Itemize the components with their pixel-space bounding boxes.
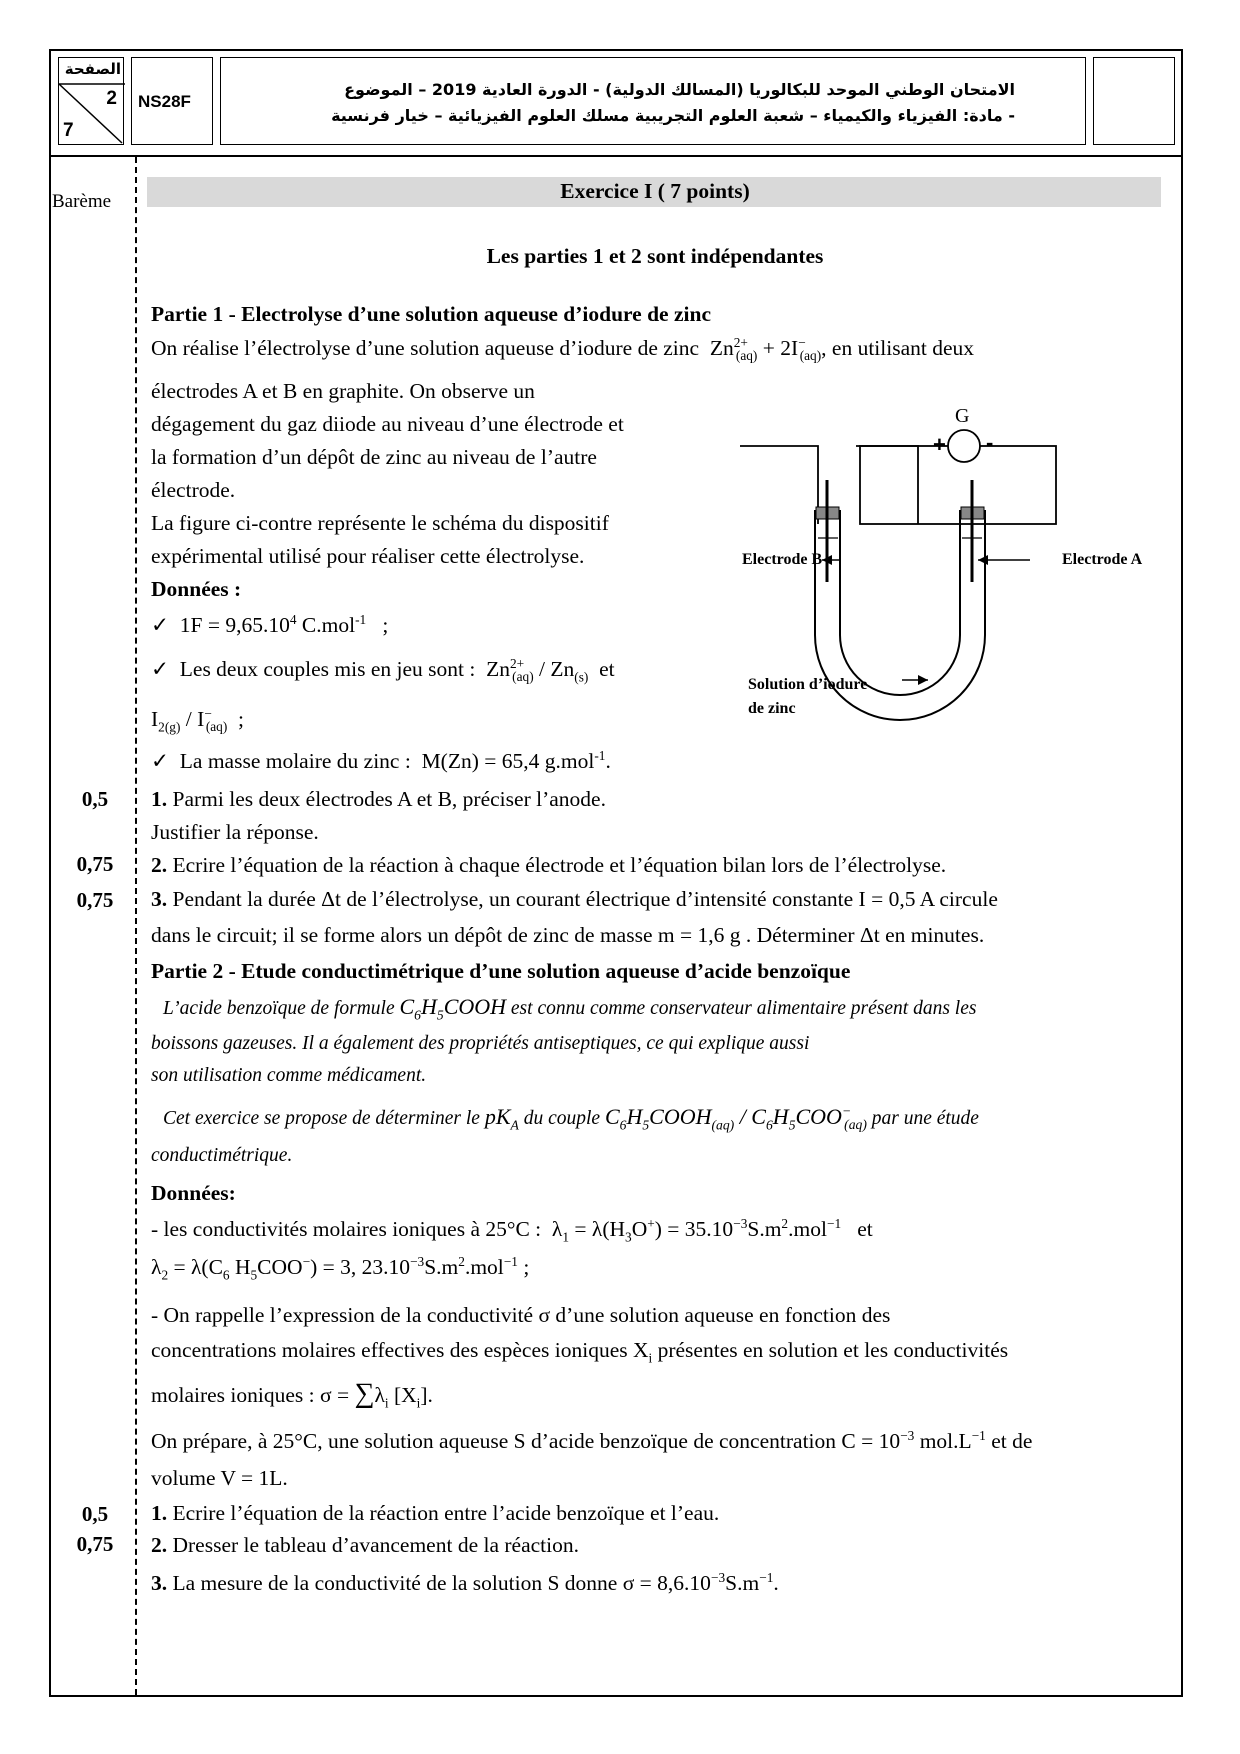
part1-q3-num: 3. — [151, 887, 168, 911]
generator-plus: + — [933, 432, 946, 457]
preparation-1-a: On prépare, à 25°C, une solution aqueuse S d’acide benzoïque de concentration — [151, 1429, 842, 1453]
part2-q2-num: 2. — [151, 1533, 168, 1557]
part1-line5: La figure ci-contre représente le schéma du dispositif — [151, 511, 609, 535]
generator-icon — [948, 430, 980, 462]
part1-intro — [151, 334, 975, 364]
part2-intro4-b: du couple — [518, 1108, 605, 1129]
preparation-2: volume V = 1L. — [151, 1466, 288, 1490]
acid-base-couple: $C_6H_5COOH_{(aq)} / C_6H_5COO^-_{(aq)}$ — [604, 1103, 867, 1133]
check-icon: ✓ — [151, 613, 170, 637]
part1-q1-num: 1. — [151, 787, 168, 811]
title-line2: - مادة: الفيزياء والكيمياء – شعبة العلوم التجريبية مسلك العلوم الفيزيائية – خيار فرنسية — [331, 106, 1015, 125]
part1-line1: électrodes A et B en graphite. On observe un — [151, 379, 535, 403]
electrolysis-figure — [740, 400, 1180, 800]
part1-title: Partie 1 - Electrolyse d’une solution aqueuse d’iodure de zinc — [151, 302, 711, 326]
part2-title: Partie 2 - Etude conductimétrique d’une solution aqueuse d’acide benzoïque — [151, 959, 851, 983]
part1-q3-text-b: circule — [934, 887, 998, 911]
molar-mass-data: ✓ La masse molaire du zinc : M(Zn) = 65,4 g.mol$^{-1}$. — [151, 747, 611, 773]
part1-q1 — [151, 789, 606, 811]
circuit-wire-right — [740, 446, 818, 524]
molar-mass-text: La masse molaire du zinc : — [179, 749, 411, 773]
faraday-value: 1F = 9,65.10 — [179, 613, 290, 637]
part2-q3-value: σ = 8,6.10 — [622, 1571, 711, 1595]
part1-q3-mass: m = 1,6 g — [657, 923, 741, 947]
part1-q3-text-a: Pendant la durée Δt de l’électrolyse, un courant électrique d’intensité constante — [167, 887, 859, 911]
part1-q2-num: 2. — [151, 853, 168, 877]
part1-line3: la formation d’un dépôt de zinc au niveau de l’autre — [151, 445, 597, 469]
recall-1: - On rappelle l’expression de la conductivité σ d’une solution aqueuse en fonction des — [151, 1303, 891, 1327]
zinc-iodide-formula: $Zn^{2+}_{(aq)} + 2I^-_{(aq)}$ — [709, 334, 822, 364]
part1-data-title: Données : — [151, 577, 242, 601]
recall-3: molaires ioniques : $\sigma = \sum\lambda_i$ $[X_i]$. — [151, 1378, 433, 1411]
couples-data: ✓ Les deux couples mis en jeu sont : $Zn^{2+}_{(aq)} / Zn_{(s)}$ et — [151, 655, 615, 685]
part1-q3-line2 — [151, 925, 984, 947]
electrode-b-label: Electrode B — [742, 551, 823, 568]
part2-intro5: conductimétrique. — [151, 1145, 293, 1166]
points-p2-q1: 0,5 — [81, 1502, 109, 1526]
part1-q2-text: Ecrire l’équation de la réaction à chaque électrode et l’équation bilan lors de l’électrolyse. — [167, 853, 947, 877]
part2-intro4-c: par une étude — [871, 1108, 979, 1129]
check-icon: ✓ — [151, 749, 170, 773]
part1-q3-line2-a: dans le circuit; il se forme alors un dépôt de zinc de masse — [151, 923, 658, 947]
margin-separator — [135, 157, 137, 1695]
independence-note: Les parties 1 et 2 sont indépendantes — [486, 244, 824, 268]
part2-q2 — [151, 1535, 579, 1557]
page-number-box — [58, 57, 124, 145]
conductivity-1-text: - les conductivités molaires ioniques à 25°C : — [151, 1217, 542, 1241]
solution-label-1: Solution d’iodure — [748, 676, 868, 693]
preparation-1: On prépare, à 25°C, une solution aqueuse S d’acide benzoïque de concentration $C = 10^{-3}$ $mol.L^{-1}$ et de — [151, 1427, 1033, 1453]
pka-symbol: $pK_A$ — [484, 1104, 519, 1133]
exam-code: NS28F — [138, 92, 191, 111]
part2-q3: 3. La mesure de la conductivité de la solution S donne $\sigma = 8,6.10^{-3}S.m^{-1}$. — [151, 1569, 779, 1595]
part2-data-title: Données: — [151, 1181, 236, 1205]
code-box — [131, 57, 213, 145]
recall-3-text: molaires ioniques : — [151, 1383, 315, 1407]
points-p1-q1: 0,5 — [81, 787, 109, 811]
recall-2-a: concentrations molaires effectives des espèces ioniques — [151, 1338, 633, 1362]
part2-intro1-b: est connu comme conservateur alimentaire présent dans les — [510, 998, 977, 1019]
points-p2-q2: 0,75 — [76, 1532, 114, 1556]
title-line1: الامتحان الوطني الموحد للبكالوريا (المسالك الدولية) - الدورة العادية 2019 – الموضوع — [344, 80, 1015, 99]
preparation-1-b: et de — [985, 1429, 1033, 1453]
circuit-wire — [856, 446, 918, 524]
header-separator — [49, 155, 1183, 157]
molar-mass-value: M(Zn) = 65,4 g.mol — [421, 749, 595, 773]
part1-q1-line2: Justifier la réponse. — [151, 820, 319, 844]
conductivity-1: - les conductivités molaires ioniques à 25°C : $\lambda_1 = \lambda(H_3O^+) = 35.10^{-3}S.m^2.mol^{-1}$ et — [151, 1215, 873, 1245]
exercise-title: Exercice I ( 7 points) — [560, 179, 750, 203]
conductivity-2: $\lambda_2 = \lambda(C_6$ $H_5COO^-) = 3$, $23.10^{-3}S.m^2.mol^{-1}$ ; — [151, 1253, 530, 1283]
part1-line2: dégagement du gaz diiode au niveau d’une électrode et — [151, 412, 624, 436]
part2-intro1 — [163, 994, 977, 1023]
conductivity-1-and: et — [857, 1217, 873, 1241]
generator-minus: - — [986, 430, 994, 455]
part2-q3-num: 3. — [151, 1571, 168, 1595]
part1-intro-a: On réalise l’électrolyse d’une solution aqueuse d’iodure de zinc — [151, 336, 700, 360]
part1-intro-b: , en utilisant deux — [821, 336, 975, 360]
points-p1-q3: 0,75 — [76, 888, 114, 912]
electrode-a-label: Electrode A — [1062, 551, 1143, 568]
part2-q1 — [151, 1503, 719, 1525]
recall-2: concentrations molaires effectives des espèces ioniques $X_i$ présentes en solution et les conductivités — [151, 1338, 1009, 1366]
couples-text: Les deux couples mis en jeu sont : — [179, 657, 476, 681]
part1-q2 — [151, 855, 946, 877]
part2-intro2: boissons gazeuses. Il a également des propriétés antiseptiques, ce qui explique aussi — [151, 1033, 810, 1054]
part1-q3 — [151, 889, 998, 911]
page-number: 2 — [106, 88, 117, 109]
part2-q2-text: Dresser le tableau d’avancement de la réaction. — [167, 1533, 579, 1557]
check-icon: ✓ — [151, 657, 170, 681]
blank-box — [1093, 57, 1175, 145]
part2-q1-num: 1. — [151, 1501, 168, 1525]
benzoic-formula: $C_6H_5COOH$ — [399, 994, 507, 1023]
part2-intro4-a: Cet exercice se propose de déterminer le — [163, 1108, 485, 1129]
page-total: 7 — [63, 120, 74, 141]
part1-q3-current: I = 0,5 A — [858, 887, 934, 911]
recall-2-b: présentes en solution et les conductivités — [652, 1338, 1009, 1362]
part2-intro3: son utilisation comme médicament. — [151, 1065, 427, 1086]
part1-q1-text: Parmi les deux électrodes A et B, préciser l’anode. — [167, 787, 606, 811]
page-label: الصفحة — [64, 60, 121, 78]
generator-label: G — [955, 405, 970, 427]
part1-q3-line2-b: . Déterminer Δt en minutes. — [740, 923, 985, 947]
part2-intro4 — [163, 1103, 979, 1133]
faraday-data: ✓ $1F = 9,65.10^4$ C.mol$^{-1}$ ; — [151, 611, 389, 637]
part1-line4: électrode. — [151, 478, 236, 502]
solution-label-2: de zinc — [748, 700, 796, 717]
part2-q3-text: La mesure de la conductivité de la solution S donne — [167, 1571, 623, 1595]
points-p1-q2: 0,75 — [76, 852, 114, 876]
part2-intro1-a: L’acide benzoïque de formule — [163, 998, 400, 1019]
faraday-unit: C.mol — [296, 613, 356, 637]
bareme-label: Barème — [52, 191, 112, 212]
part2-q1-text: Ecrire l’équation de la réaction entre l’acide benzoïque et l’eau. — [167, 1501, 720, 1525]
part1-line6: expérimental utilisé pour réaliser cette électrolyse. — [151, 544, 585, 568]
iodine-couple: $I_{2(g)} / I^-_{(aq)}$ ; — [151, 705, 245, 735]
title-box — [220, 57, 1086, 145]
